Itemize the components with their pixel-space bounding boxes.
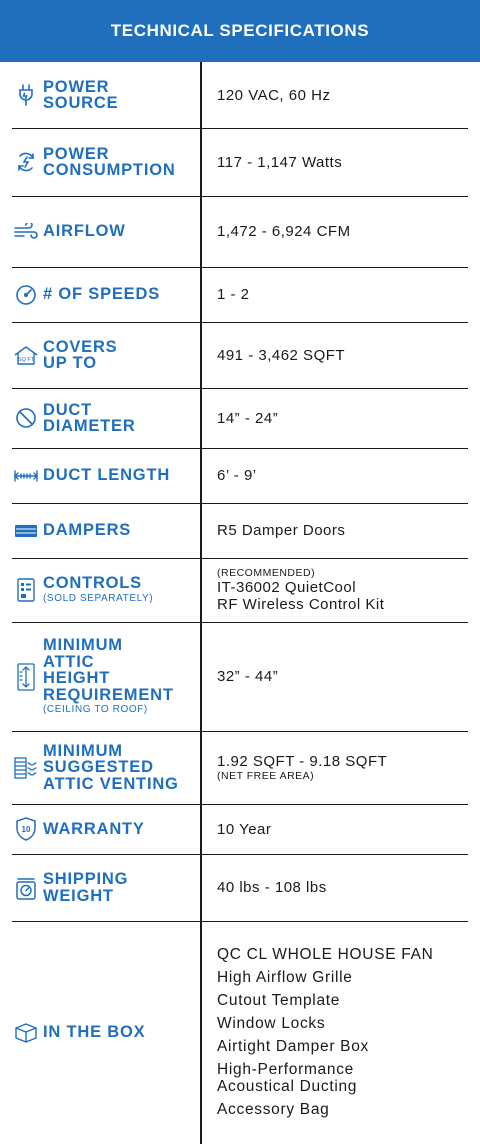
box-contents-list xyxy=(217,921,470,1144)
label-line: DUCT LENGTH xyxy=(43,466,171,485)
spec-title: TECHNICAL SPECIFICATIONS xyxy=(0,0,480,62)
label-line: ATTIC VENTING xyxy=(43,774,179,793)
spec-row-airflow xyxy=(0,196,480,267)
spec-row-warranty xyxy=(0,804,480,854)
power-consumption-icon xyxy=(13,151,39,173)
spec-row-attic-venting xyxy=(0,731,480,804)
value-note: (RECOMMENDED) xyxy=(217,567,316,579)
label-line: AIRFLOW xyxy=(43,222,126,241)
speedometer-icon xyxy=(13,284,39,306)
spec-value: RF Wireless Control Kit xyxy=(217,596,385,613)
spec-row-in-the-box xyxy=(0,921,480,1144)
airflow-icon xyxy=(13,223,39,241)
value-note: (NET FREE AREA) xyxy=(217,770,315,782)
label-line: MINIMUM xyxy=(43,741,123,760)
label-subtext: (CEILING TO ROOF) xyxy=(43,704,148,715)
duct-length-icon xyxy=(13,469,39,483)
warranty-shield-icon xyxy=(13,817,39,841)
label-line: DIAMETER xyxy=(43,417,136,435)
label-line: MINIMUM xyxy=(43,636,123,654)
box-icon xyxy=(13,1022,39,1044)
spec-row-power-consumption xyxy=(0,128,480,196)
label-line: COVERS xyxy=(43,337,118,356)
sqft-text: SQ FT xyxy=(17,357,35,363)
list-item: QC CL WHOLE HOUSE FAN xyxy=(217,945,434,963)
spec-row-shipping-weight xyxy=(0,854,480,921)
spec-value: 10 Year xyxy=(217,820,272,838)
attic-height-icon xyxy=(13,663,39,691)
label-line: SHIPPING xyxy=(43,870,129,888)
spec-row-duct-diameter xyxy=(0,388,480,448)
label-line: # OF SPEEDS xyxy=(43,285,161,304)
label-subtext: (SOLD SEPARATELY) xyxy=(43,592,154,604)
label-line: UP TO xyxy=(43,354,97,372)
label-line: HEIGHT xyxy=(43,669,111,687)
attic-vent-icon xyxy=(13,757,39,779)
spec-value: 32” - 44” xyxy=(217,668,279,685)
plug-icon xyxy=(13,83,39,107)
label-line: DUCT xyxy=(43,400,93,419)
label-line: WARRANTY xyxy=(43,819,145,838)
controls-icon xyxy=(13,578,39,602)
warranty-years-text: 10 xyxy=(21,825,31,834)
label-line: CONTROLS xyxy=(43,574,142,593)
house-sqft-icon xyxy=(13,345,39,365)
spec-row-power-source xyxy=(0,62,480,128)
spec-row-speeds xyxy=(0,267,480,322)
label-line: SUGGESTED xyxy=(43,758,154,777)
label-line: REQUIREMENT xyxy=(43,685,174,704)
spec-row-coverage xyxy=(0,322,480,388)
spec-row-dampers xyxy=(0,503,480,558)
spec-value: 1 - 2 xyxy=(217,286,250,303)
list-item: High-Performance xyxy=(217,1060,354,1078)
spec-row-attic-height xyxy=(0,622,480,731)
list-item: Cutout Template xyxy=(217,991,341,1009)
scale-icon xyxy=(13,876,39,900)
list-item: Window Locks xyxy=(217,1014,326,1032)
spec-value: 120 VAC, 60 Hz xyxy=(217,86,331,104)
list-item: Airtight Damper Box xyxy=(217,1037,369,1055)
list-item: High Airflow Grille xyxy=(217,968,353,986)
spec-value: 1.92 SQFT - 9.18 SQFT xyxy=(217,753,388,770)
spec-value: IT-36002 QuietCool xyxy=(217,579,357,596)
damper-icon xyxy=(13,523,39,539)
diameter-icon xyxy=(13,407,39,429)
label-line: CONSUMPTION xyxy=(43,161,176,179)
label-line: POWER xyxy=(43,144,110,163)
spec-value: 1,472 - 6,924 CFM xyxy=(217,223,351,240)
spec-value: 6’ - 9’ xyxy=(217,467,257,484)
spec-row-controls xyxy=(0,558,480,622)
spec-value: 117 - 1,147 Watts xyxy=(217,153,343,171)
spec-row-duct-length xyxy=(0,448,480,503)
spec-value: R5 Damper Doors xyxy=(217,522,346,539)
spec-value: 491 - 3,462 SQFT xyxy=(217,346,346,364)
label-line: SOURCE xyxy=(43,94,119,112)
label-line: WEIGHT xyxy=(43,886,114,905)
label-line: DAMPERS xyxy=(43,521,132,540)
list-item: Acoustical Ducting xyxy=(217,1077,358,1095)
label-line: POWER xyxy=(43,77,110,96)
label-line: ATTIC xyxy=(43,652,95,671)
spec-value: 40 lbs - 108 lbs xyxy=(217,879,327,896)
label-line: IN THE BOX xyxy=(43,1023,146,1042)
spec-value: 14” - 24” xyxy=(217,409,279,427)
list-item: Accessory Bag xyxy=(217,1100,330,1118)
